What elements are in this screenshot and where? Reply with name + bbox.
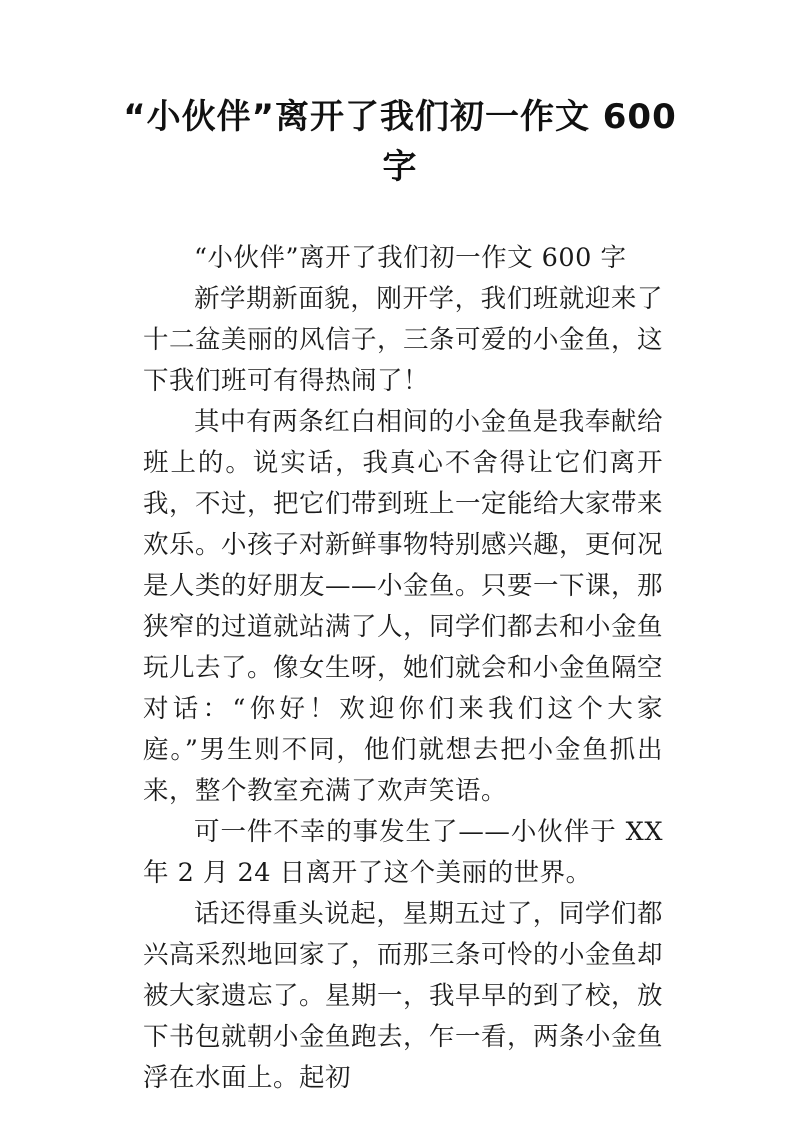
- paragraph: 其中有两条红白相间的小金鱼是我奉献给班上的。说实话，我真心不舍得让它们离开我，不过，把它们带到班上一定能给大家带来欢乐。小孩子对新鲜事物特别感兴趣，更何况是人类的好朋友——小金鱼。只要一下课，那狭窄的过道就站满了人，同学们都去和小金鱼玩儿去了。像女生呀，她们就会和小金鱼隔空对话：“你好！欢迎你们来我们这个大家庭。”男生则不同，他们就想去把小金鱼抓出来，整个教室充满了欢声笑语。: [143, 407, 664, 806]
- paragraph: 新学期新面貌，刚开学，我们班就迎来了十二盆美丽的风信子，三条可爱的小金鱼，这下我们班可有得热闹了！: [143, 284, 664, 396]
- paragraph-heading: “小伙伴”离开了我们初一作文 600 字: [194, 243, 627, 273]
- document-title: “小伙伴”离开了我们初一作文 600字: [123, 97, 677, 187]
- document-body: [143, 238, 663, 1099]
- paragraph: 话还得重头说起，星期五过了，同学们都兴高采烈地回家了，而那三条可怜的小金鱼却被大家遗忘了。星期一，我早早的到了校，放下书包就朝小金鱼跑去，乍一看，两条小金鱼浮在水面上。起初: [143, 899, 664, 1093]
- paragraph: 可一件不幸的事发生了——小伙伴于 XX 年 2 月 24 日离开了这个美丽的世界。: [143, 817, 663, 888]
